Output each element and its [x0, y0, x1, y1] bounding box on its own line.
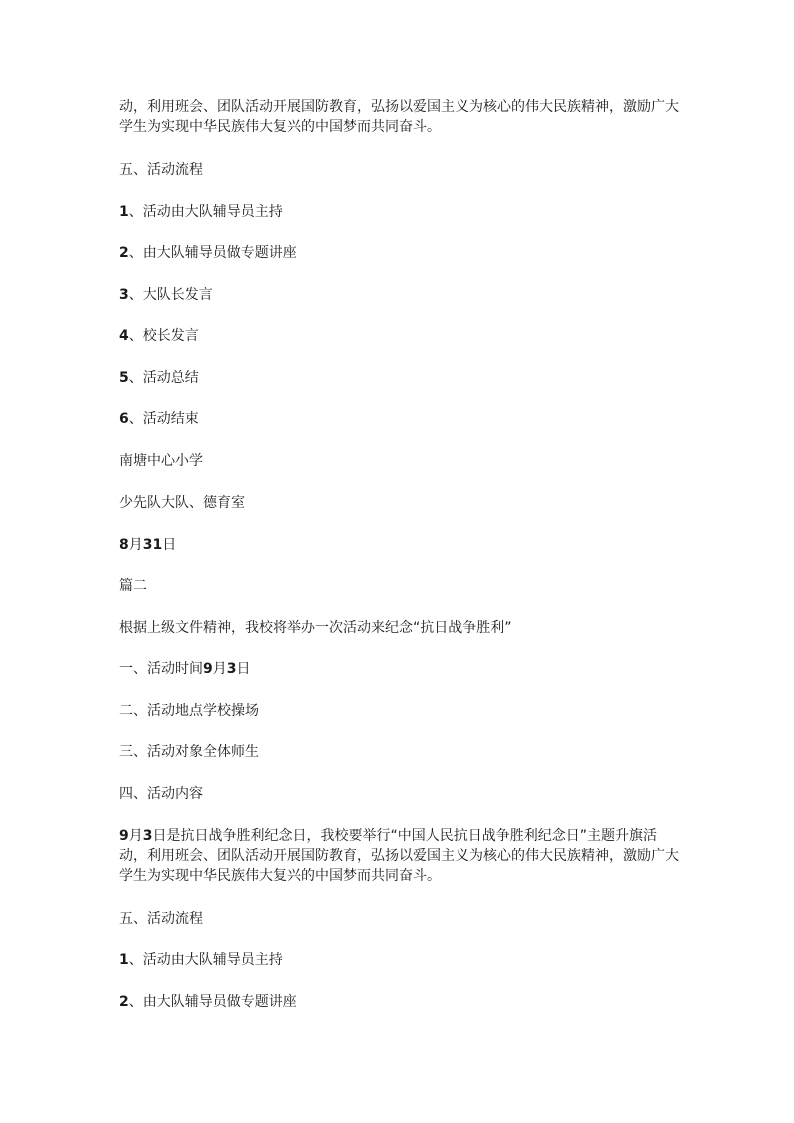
- month-char: 月: [212, 661, 227, 677]
- step-text: 、由大队辅导员做专题讲座: [128, 245, 297, 261]
- step-text: 、校长发言: [128, 328, 199, 344]
- date-month-number: 8: [119, 537, 129, 553]
- step-number: 2: [119, 245, 129, 261]
- date-month-char: 月: [128, 537, 143, 553]
- date-day-char: 日: [162, 537, 177, 553]
- section-heading: 五、活动流程: [119, 911, 203, 927]
- list-item: [119, 203, 283, 222]
- item-label: 一、活动时间: [119, 661, 203, 677]
- activity-audience-item: 三、活动对象全体师生: [119, 744, 259, 760]
- step-text: 、活动结束: [128, 411, 199, 427]
- step-number: 1: [119, 952, 129, 968]
- step-text: 、活动总结: [128, 370, 199, 386]
- activity-content-heading: 四、活动内容: [119, 786, 203, 802]
- activity-time-item: [119, 660, 251, 679]
- step-text: 、由大队辅导员做专题讲座: [128, 994, 297, 1010]
- step-text: 、活动由大队辅导员主持: [128, 204, 283, 220]
- list-item: [119, 410, 199, 429]
- list-item: [119, 369, 199, 388]
- paragraph-line: [119, 827, 657, 846]
- paragraph-line: 学生为实现中华民族伟大复兴的中国梦而共同奋斗。: [119, 119, 441, 135]
- activity-location-item: 二、活动地点学校操场: [119, 703, 259, 719]
- step-number: 6: [119, 411, 129, 427]
- month-number: 9: [203, 661, 213, 677]
- step-text: 、活动由大队辅导员主持: [128, 952, 283, 968]
- day-char: 日: [236, 661, 251, 677]
- part-heading: 篇二: [119, 578, 147, 594]
- list-item: [119, 244, 297, 263]
- organization-name: 少先队大队、德育室: [119, 495, 245, 511]
- list-item: [119, 286, 213, 305]
- paragraph-text: 日是抗日战争胜利纪念日，我校要举行“中国人民抗日战争胜利纪念日”主题升旗活: [152, 828, 658, 844]
- list-item: [119, 951, 283, 970]
- school-name: 南塘中心小学: [119, 453, 203, 469]
- step-number: 4: [119, 328, 129, 344]
- intro-paragraph: 根据上级文件精神，我校将举办一次活动来纪念“抗日战争胜利”: [119, 620, 512, 636]
- paragraph-line: 动，利用班会、团队活动开展国防教育，弘扬以爱国主义为核心的伟大民族精神，激励广大: [119, 848, 679, 864]
- month-number: 9: [119, 828, 129, 844]
- day-number: 3: [226, 661, 237, 677]
- date-line: [119, 536, 176, 555]
- step-number: 5: [119, 370, 129, 386]
- date-day-number: 31: [142, 537, 163, 553]
- month-char: 月: [128, 828, 143, 844]
- step-number: 2: [119, 994, 129, 1010]
- section-heading: 五、活动流程: [119, 162, 203, 178]
- list-item: [119, 993, 297, 1012]
- step-text: 、大队长发言: [128, 287, 213, 303]
- paragraph-line: 学生为实现中华民族伟大复兴的中国梦而共同奋斗。: [119, 868, 441, 884]
- step-number: 1: [119, 204, 129, 220]
- paragraph-line: 动，利用班会、团队活动开展国防教育，弘扬以爱国主义为核心的伟大民族精神，激励广大: [119, 99, 679, 115]
- day-number: 3: [142, 828, 153, 844]
- list-item: [119, 327, 199, 346]
- step-number: 3: [119, 287, 129, 303]
